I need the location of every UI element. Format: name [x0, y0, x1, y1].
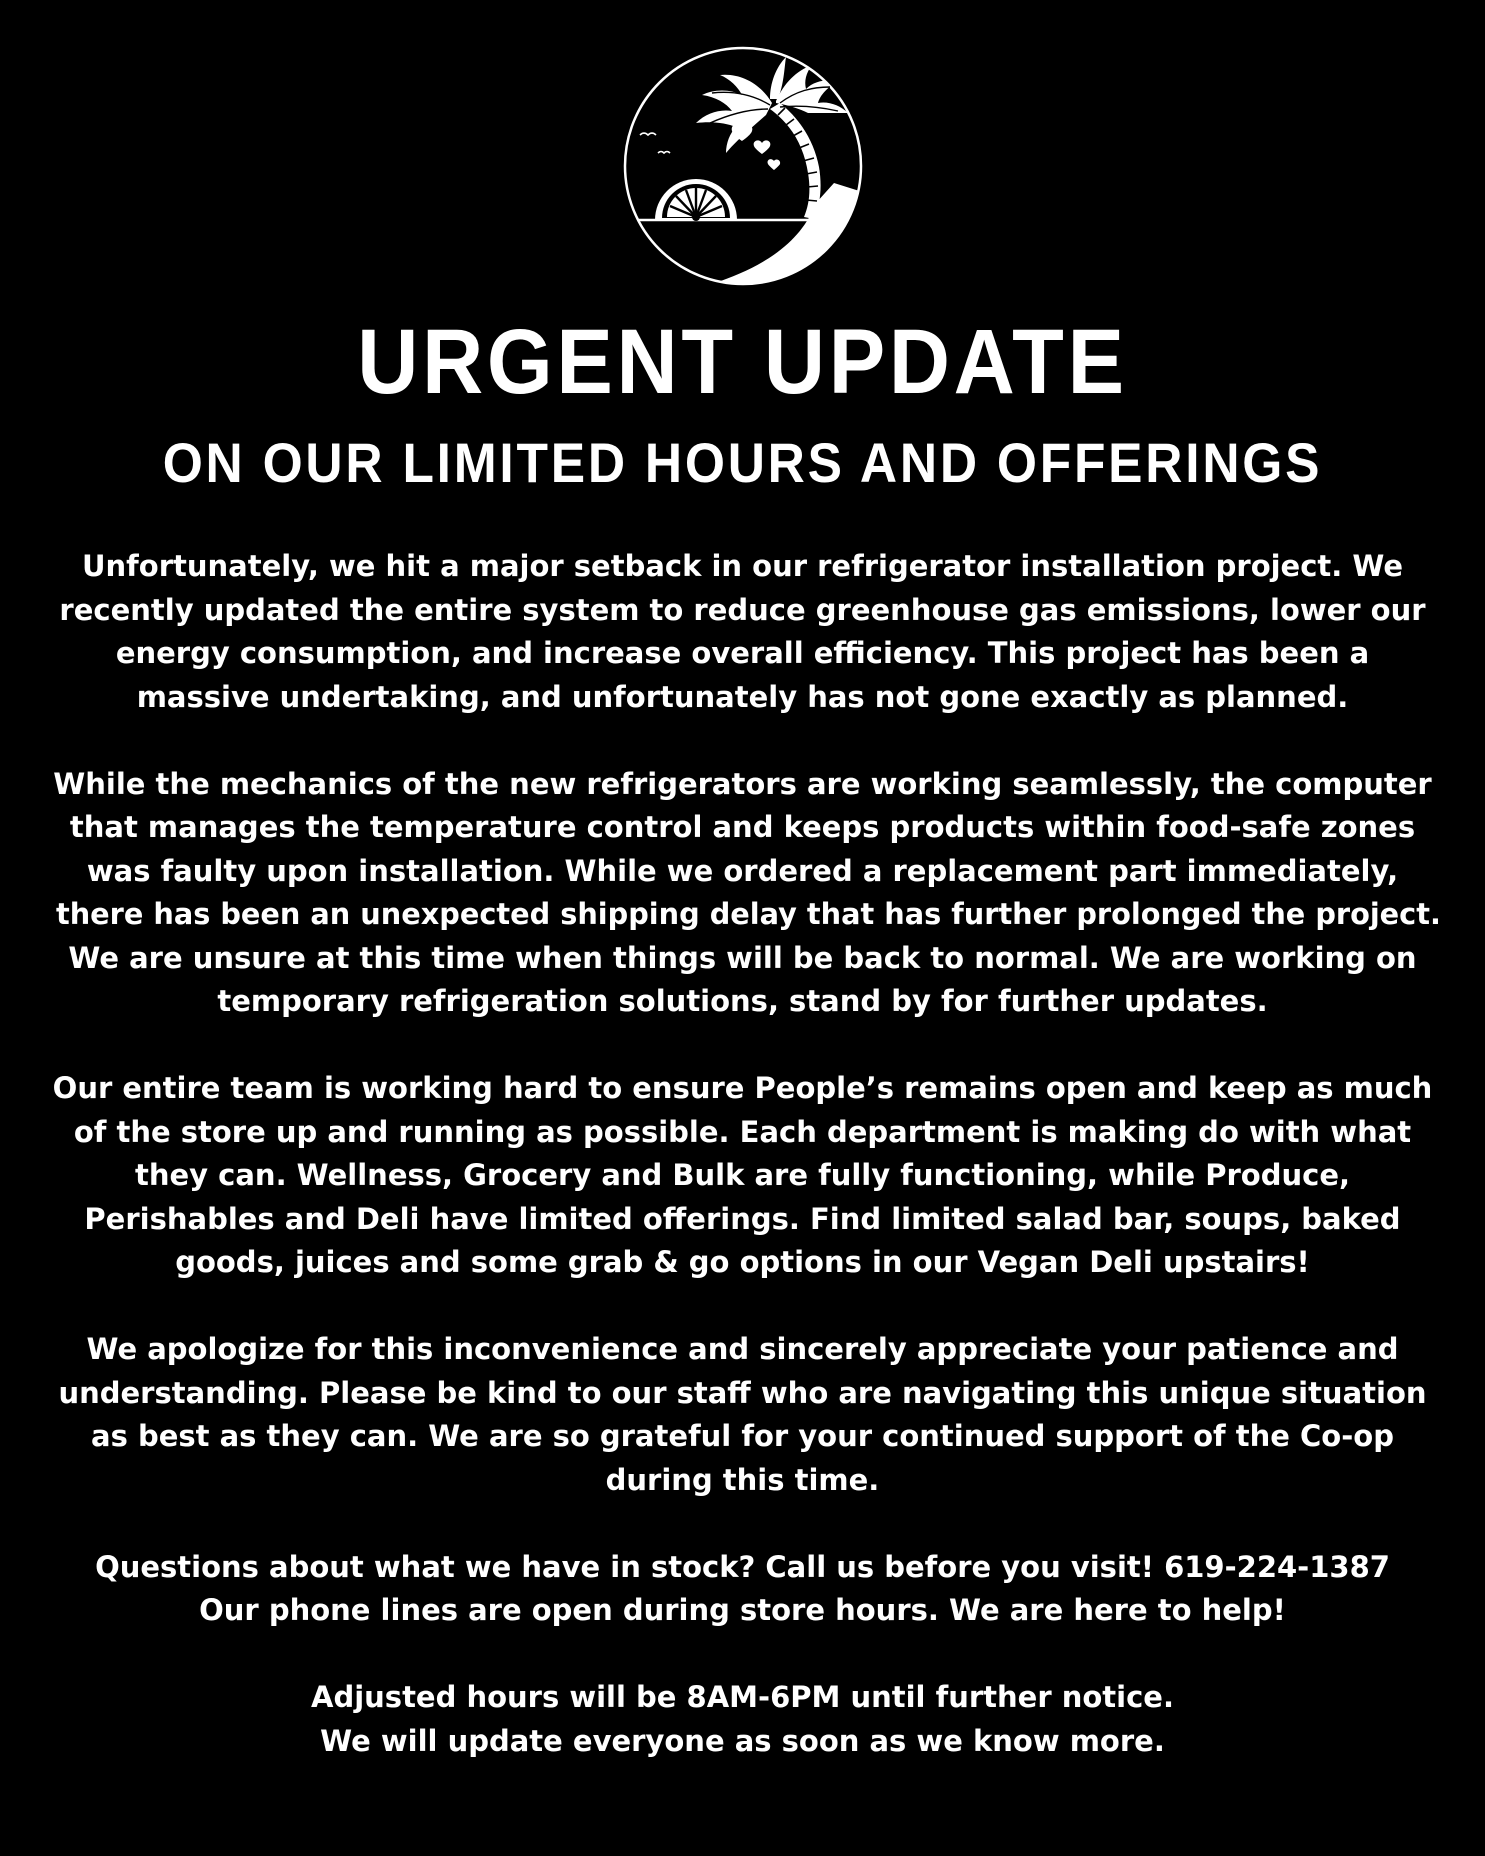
- palm-beach-logo-icon: [620, 43, 866, 289]
- paragraph-apology: [50, 1328, 1435, 1502]
- body-line-hours: Adjusted hours will be 8AM-6PM until further notice.: [311, 1680, 1174, 1714]
- announcement-body: [50, 545, 1441, 1807]
- body-line: massive undertaking, and unfortunately has not gone exactly as planned.: [136, 679, 1349, 714]
- body-line: goods, juices and some grab & go options in our Vegan Deli upstairs!: [175, 1245, 1310, 1279]
- body-line: energy consumption, and increase overall efficiency. This project has been a: [115, 636, 1370, 670]
- paragraph-hours: [50, 1676, 1435, 1763]
- body-line: Perishables and Deli have limited offerings. Find limited salad bar, soups, baked: [84, 1201, 1401, 1236]
- headline-subtitle: ON OUR LIMITED HOURS AND OFFERINGS: [162, 431, 1323, 494]
- body-line: there has been an unexpected shipping delay that has further prolonged the project.: [55, 897, 1441, 931]
- body-line: We are unsure at this time when things will be back to normal. We are working on: [68, 940, 1417, 975]
- headline-title: URGENT UPDATE: [357, 311, 1128, 413]
- paragraph-setback: [50, 545, 1435, 719]
- body-line: We will update everyone as soon as we know more.: [320, 1723, 1165, 1758]
- paragraph-contact: [50, 1546, 1435, 1633]
- body-line-phone: Questions about what we have in stock? Call us before you visit! 619-224-1387: [95, 1549, 1390, 1584]
- body-line: Our entire team is working hard to ensure People’s remains open and keep as much: [52, 1071, 1433, 1105]
- paragraph-computer-fault: [50, 763, 1441, 1024]
- body-line: was faulty upon installation. While we ordered a replacement part immediately,: [86, 853, 1399, 888]
- body-line: that manages the temperature control and keeps products within food-safe zones: [69, 810, 1416, 844]
- body-line: understanding. Please be kind to our staff who are navigating this unique situation: [58, 1375, 1427, 1410]
- body-line: While the mechanics of the new refrigerators are working seamlessly, the computer: [53, 766, 1432, 801]
- body-line: Unfortunately, we hit a major setback in our refrigerator installation project. We: [81, 549, 1404, 583]
- body-line: temporary refrigeration solutions, stand by for further updates.: [217, 984, 1268, 1018]
- body-line: recently updated the entire system to reduce greenhouse gas emissions, lower our: [59, 592, 1426, 627]
- paragraph-team-offerings: [50, 1067, 1435, 1285]
- body-line: as best as they can. We are so grateful for your continued support of the Co-op: [91, 1419, 1394, 1453]
- body-line: We apologize for this inconvenience and sincerely appreciate your patience and: [86, 1332, 1399, 1366]
- body-line: during this time.: [605, 1462, 880, 1497]
- body-line: Our phone lines are open during store hours. We are here to help!: [199, 1593, 1286, 1627]
- body-line: of the store up and running as possible. Each department is making do with what: [73, 1114, 1412, 1149]
- body-line: they can. Wellness, Grocery and Bulk are fully functioning, while Produce,: [134, 1158, 1351, 1192]
